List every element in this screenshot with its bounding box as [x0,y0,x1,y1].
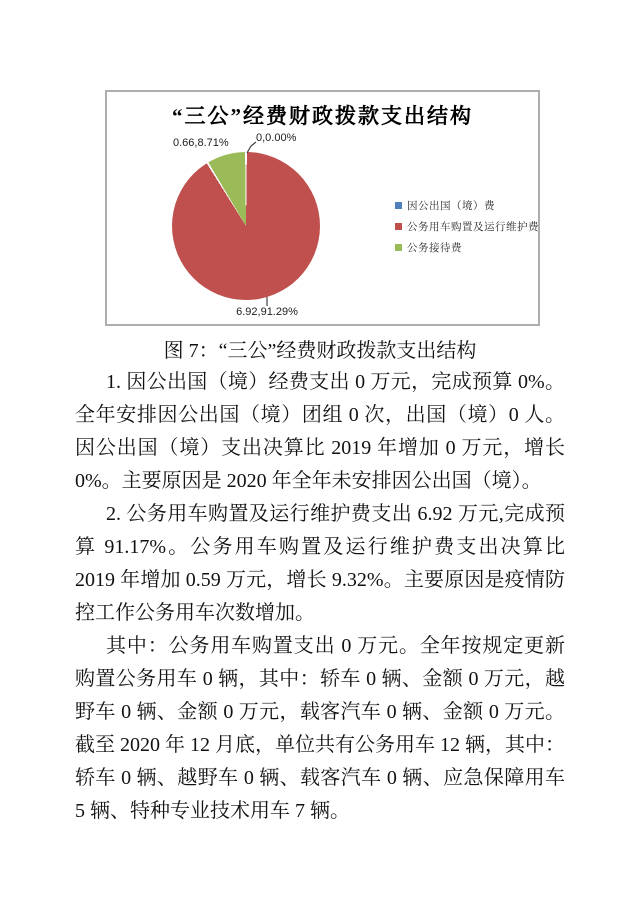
legend-swatch-abroad [395,202,402,209]
chart-title: “三公”经费财政拨款支出结构 [172,104,473,128]
data-label-reception: 0.66,8.71% [173,137,229,149]
paragraph-vehicle-expense: 2. 公务用车购置及运行维护费支出 6.92 万元,完成预算 91.17%。公务用车购置及运行维护费支出决算比 2019 年增加 0.59 万元，增长 9.32%。主要原因是疫情防控工作公务用车次数增加。 [75,503,565,624]
legend-swatch-reception [395,244,402,251]
legend-item-abroad [395,195,539,216]
figure-caption: 图 7：“三公”经费财政拨款支出结构 [163,340,477,362]
paragraph-abroad-expense: 1. 因公出国（境）经费支出 0 万元，完成预算 0%。全年安排因公出国（境）团组 0 次，出国（境）0 人。因公出国（境）支出决算比 2019 年增加 0 万元，增长 0%。主要原因是 2020 年全年未安排因公出国（境）。 [75,371,565,492]
legend-item-vehicle [395,216,539,237]
legend-label: 公务用车购置及运行维护费 [407,222,539,233]
data-label-abroad: 0,0.00% [256,132,297,144]
figure-chart [105,90,540,326]
body-text [75,366,565,828]
chart-legend [395,195,539,258]
data-label-vehicle: 6.92,91.29% [236,306,298,318]
pie-chart [172,152,320,300]
legend-swatch-vehicle [395,223,402,230]
legend-label: 公务接待费 [407,243,462,254]
paragraph-vehicle-detail: 其中：公务用车购置支出 0 万元。全年按规定更新购置公务用车 0 辆，其中：轿车 0 辆、金额 0 万元，越野车 0 辆、金额 0 万元，载客汽车 0 辆、金额 0 万元。截至 2020 年 12 月底，单位共有公务用车 12 辆，其中：轿车 0 辆、越野车 0 辆、载客汽车 0 辆、应急保障用车 5 辆、特种专业技术用车 7 辆。 [75,635,565,822]
legend-item-reception [395,237,539,258]
legend-label: 因公出国（境）费 [407,201,495,212]
